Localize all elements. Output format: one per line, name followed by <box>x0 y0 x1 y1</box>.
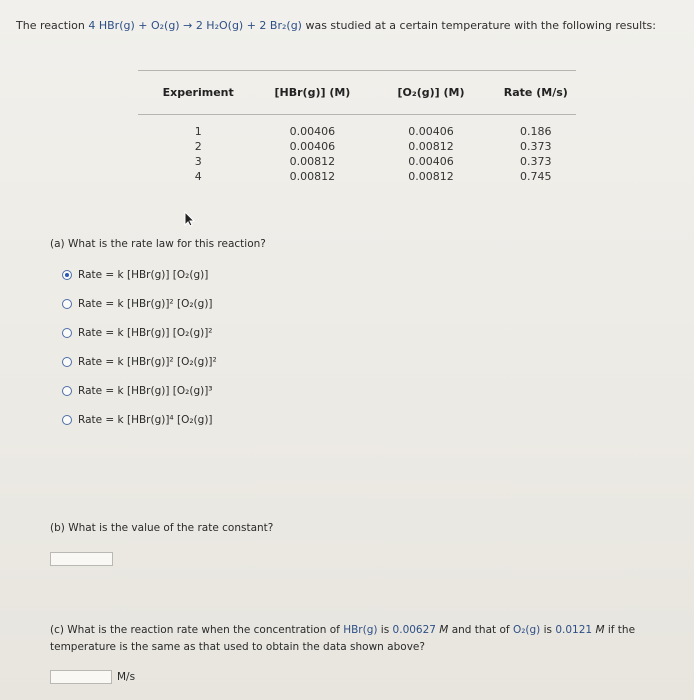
table-header-row <box>138 71 576 115</box>
cell-hbr: 0.00812 <box>289 170 336 183</box>
reaction-rate-input[interactable] <box>50 670 112 684</box>
option-label: Rate = k [HBr(g)] [O₂(g)] <box>78 269 209 281</box>
option-label: Rate = k [HBr(g)] [O₂(g)]² <box>78 327 213 339</box>
option-rate-law-6[interactable] <box>62 414 213 426</box>
col-rate: Rate (M/s) <box>496 71 576 115</box>
radio-button[interactable] <box>62 328 72 338</box>
cell-experiment: 2 <box>194 140 202 153</box>
cell-o2: 0.00812 <box>408 140 454 153</box>
outro-text: was studied at a certain temperature with the following results: <box>301 19 656 32</box>
cell-o2: 0.00406 <box>408 125 454 138</box>
radio-button[interactable] <box>62 357 72 367</box>
radio-button[interactable] <box>62 415 72 425</box>
question-c-line2: temperature is the same as that used to obtain the data shown above? <box>50 641 425 653</box>
cell-experiment: 4 <box>194 170 202 183</box>
cell-rate: 0.373 <box>520 140 552 153</box>
option-label: Rate = k [HBr(g)]⁴ [O₂(g)] <box>78 414 213 426</box>
option-rate-law-3[interactable] <box>62 327 213 339</box>
data-table <box>138 70 576 184</box>
problem-statement <box>16 19 656 32</box>
col-o2: [O₂(g)] (M) <box>366 71 495 115</box>
option-rate-law-5[interactable] <box>62 385 213 397</box>
option-rate-law-4[interactable] <box>62 356 217 368</box>
table-row <box>138 139 576 154</box>
cell-experiment: 1 <box>194 125 202 138</box>
option-rate-law-1[interactable] <box>62 269 208 281</box>
cell-rate: 0.373 <box>520 155 552 168</box>
intro-text: The reaction <box>16 19 89 32</box>
table-row <box>138 115 576 140</box>
col-hbr: [HBr(g)] (M) <box>258 71 366 115</box>
question-c-line1: (c) What is the reaction rate when the concentration of HBr(g) is 0.00627 M and that of O₂(g) is 0.0121 M if the <box>50 624 636 636</box>
answer-unit: M/s <box>117 671 136 683</box>
table-row <box>138 169 576 184</box>
option-label: Rate = k [HBr(g)]² [O₂(g)]² <box>78 356 217 368</box>
radio-button[interactable] <box>62 270 72 280</box>
rate-constant-input[interactable] <box>50 552 113 566</box>
option-rate-law-2[interactable] <box>62 298 213 310</box>
table-row <box>138 154 576 169</box>
cell-o2: 0.00812 <box>408 170 454 183</box>
radio-button[interactable] <box>62 299 72 309</box>
cell-hbr: 0.00812 <box>289 155 336 168</box>
reaction-equation: 4 HBr(g) + O₂(g) → 2 H₂O(g) + 2 Br₂(g) <box>88 19 302 32</box>
col-experiment: Experiment <box>138 71 258 115</box>
cell-rate: 0.186 <box>520 125 552 138</box>
cell-rate: 0.745 <box>520 170 552 183</box>
radio-button[interactable] <box>62 386 72 396</box>
cell-hbr: 0.00406 <box>289 125 336 138</box>
mouse-cursor-icon <box>182 211 196 227</box>
cell-experiment: 3 <box>194 155 202 168</box>
option-label: Rate = k [HBr(g)] [O₂(g)]³ <box>78 385 213 397</box>
cell-o2: 0.00406 <box>408 155 454 168</box>
question-b: (b) What is the value of the rate constant? <box>50 522 274 534</box>
question-a: (a) What is the rate law for this reaction? <box>50 238 266 250</box>
option-label: Rate = k [HBr(g)]² [O₂(g)] <box>78 298 213 310</box>
cell-hbr: 0.00406 <box>289 140 336 153</box>
